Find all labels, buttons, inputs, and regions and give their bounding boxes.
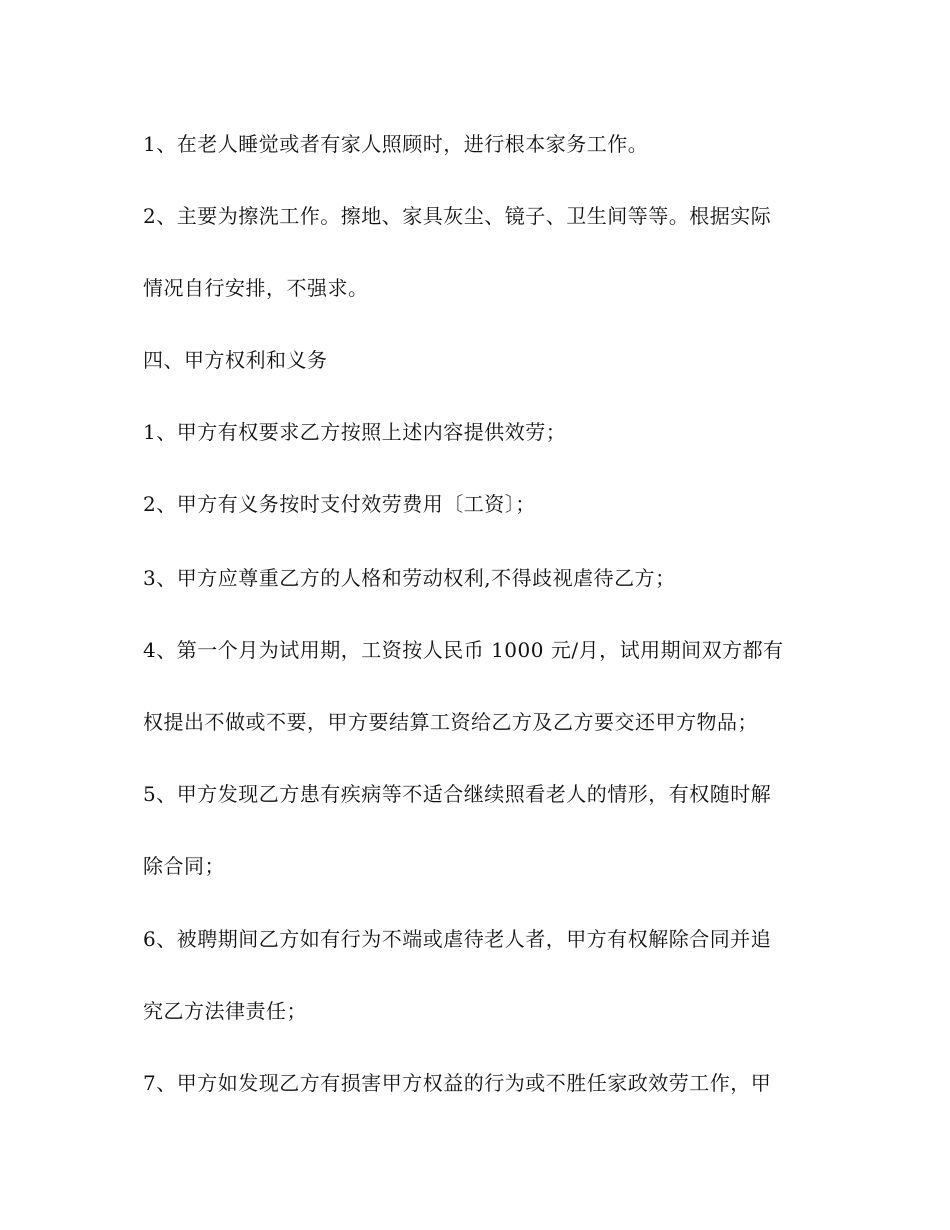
paragraph-line-2: 2、主要为擦洗工作。擦地、家具灰尘、镜子、卫生间等等。根据实际	[143, 204, 772, 228]
paragraph-line-5: 1、甲方有权要求乙方按照上述内容提供效劳；	[143, 420, 567, 444]
paragraph-line-3: 情况自行安排，不强求。	[143, 276, 369, 300]
paragraph-line-11: 除合同；	[143, 854, 225, 878]
paragraph-line-9: 权提出不做或不要，甲方要结算工资给乙方及乙方要交还甲方物品；	[143, 710, 758, 734]
section-heading: 四、甲方权利和义务	[143, 348, 328, 372]
paragraph-line-1: 1、在老人睡觉或者有家人照顾时，进行根本家务工作。	[143, 132, 649, 156]
paragraph-line-14: 7、甲方如发现乙方有损害甲方权益的行为或不胜任家政效劳工作，甲	[143, 1071, 772, 1095]
paragraph-line-7: 3、甲方应尊重乙方的人格和劳动权利,不得歧视虐待乙方；	[143, 566, 676, 590]
paragraph-line-10: 5、甲方发现乙方患有疾病等不适合继续照看老人的情形，有权随时解	[143, 782, 772, 806]
paragraph-line-12: 6、被聘期间乙方如有行为不端或虐待老人者，甲方有权解除合同并追	[143, 927, 772, 951]
paragraph-line-6: 2、甲方有义务按时支付效劳费用〔工资〕；	[143, 492, 536, 516]
paragraph-line-8: 4、第一个月为试用期，工资按人民币 1000 元/月，试用期间双方都有	[143, 638, 784, 662]
paragraph-line-13: 究乙方法律责任；	[143, 999, 307, 1023]
